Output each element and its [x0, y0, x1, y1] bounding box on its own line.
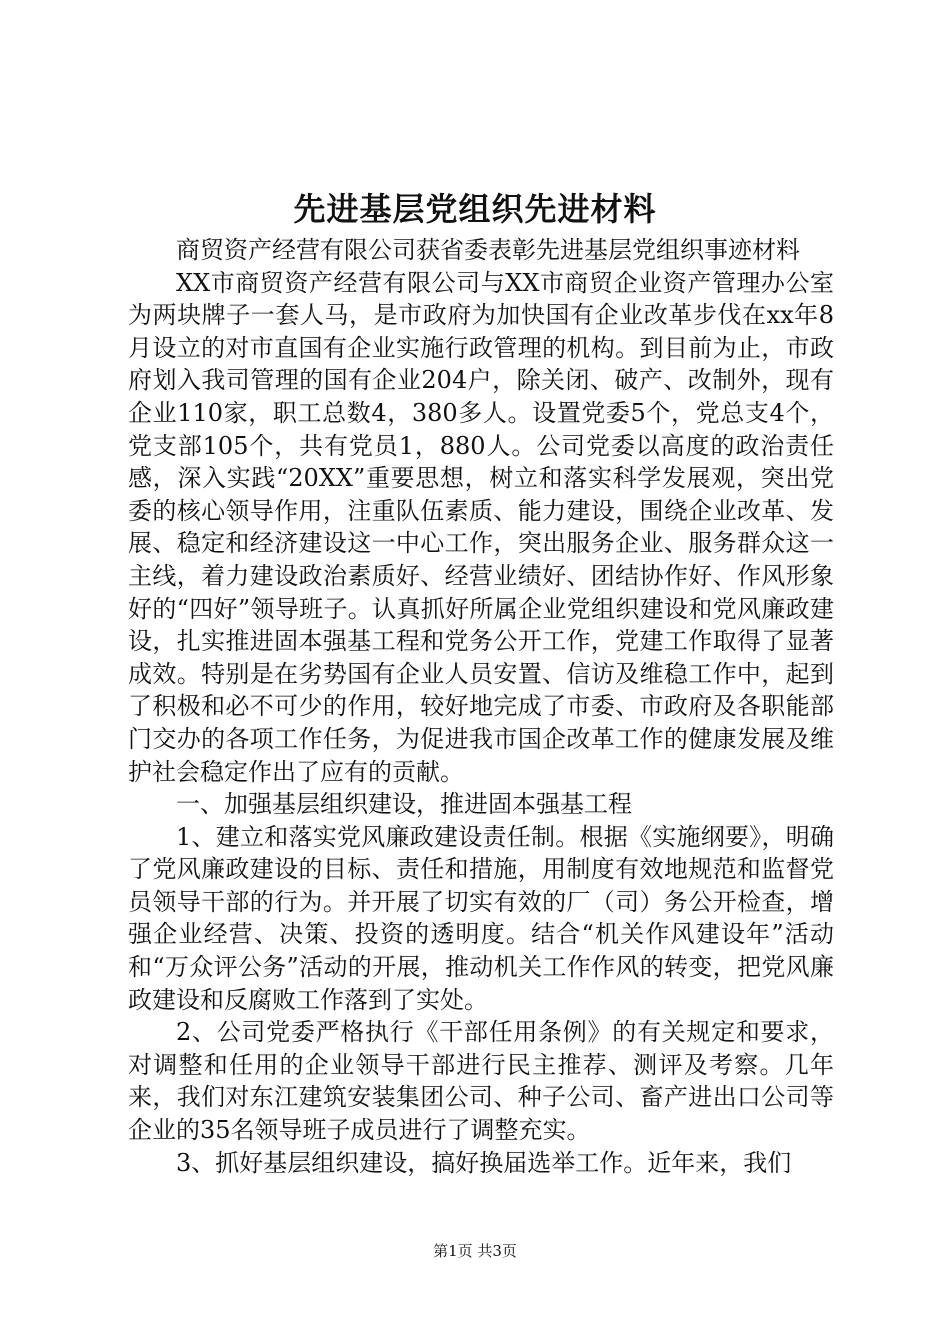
section-heading-1: 一、加强基层组织建设，推进固本强基工程	[176, 790, 632, 819]
paragraph-item-1: 1、建立和落实党风廉政建设责任制。根据《实施纲要》，明确了党风廉政建设的目标、责任和措施，用制度有效地规范和监督党员领导干部的行为。并开展了切实有效的厂（司）务公开检查，增强企业经营、决策、投资的透明度。结合“机关作风建设年”活动和“万众评公务”活动的开展，推动机关工作作风的转变，把党风廉政建设和反腐败工作落到了实处。	[128, 822, 834, 1014]
page-title: 先进基层党组织先进材料	[293, 190, 657, 228]
document-body	[128, 234, 834, 1179]
paragraph-item-2: 2、公司党委严格执行《干部任用条例》的有关规定和要求，对调整和任用的企业领导干部进行民主推荐、测评及考察。几年来，我们对东江建筑安装集团公司、种子公司、畜产进出口公司等企业的35名领导班子成员进行了调整充实。	[128, 1018, 834, 1145]
paragraph-item-3: 3、抓好基层组织建设，搞好换届选举工作。近年来，我们	[176, 1148, 792, 1177]
page-footer: 第1页 共3页	[433, 1242, 517, 1260]
paragraph-intro: XX市商贸资产经营有限公司与XX市商贸企业资产管理办公室为两块牌子一套人马，是市政府为加快国有企业改革步伐在xx年8月设立的对市直国有企业实施行政管理的机构。到目前为止，市政府划入我司管理的国有企业204户，除关闭、破产、改制外，现有企业110家，职工总数4，380多人。设置党委5个，党总支4个，党支部105个，共有党员1，880人。公司党委以高度的政治责任感，深入实践“20XX”重要思想，树立和落实科学发展观，突出党委的核心领导作用，注重队伍素质、能力建设，围绕企业改革、发展、稳定和经济建设这一中心工作，突出服务企业、服务群众这一主线，着力建设政治素质好、经营业绩好、团结协作好、作风形象好的“四好”领导班子。认真抓好所属企业党组织建设和党风廉政建设，扎实推进固本强基工程和党务公开工作，党建工作取得了显著成效。特别是在劣势国有企业人员安置、信访及维稳工作中，起到了积极和必不可少的作用，较好地完成了市委、市政府及各职能部门交办的各项工作任务，为促进我市国企改革工作的健康发展及维护社会稳定作出了应有的贡献。	[128, 268, 834, 786]
paragraph-subtitle: 商贸资产经营有限公司获省委表彰先进基层党组织事迹材料	[176, 236, 800, 264]
